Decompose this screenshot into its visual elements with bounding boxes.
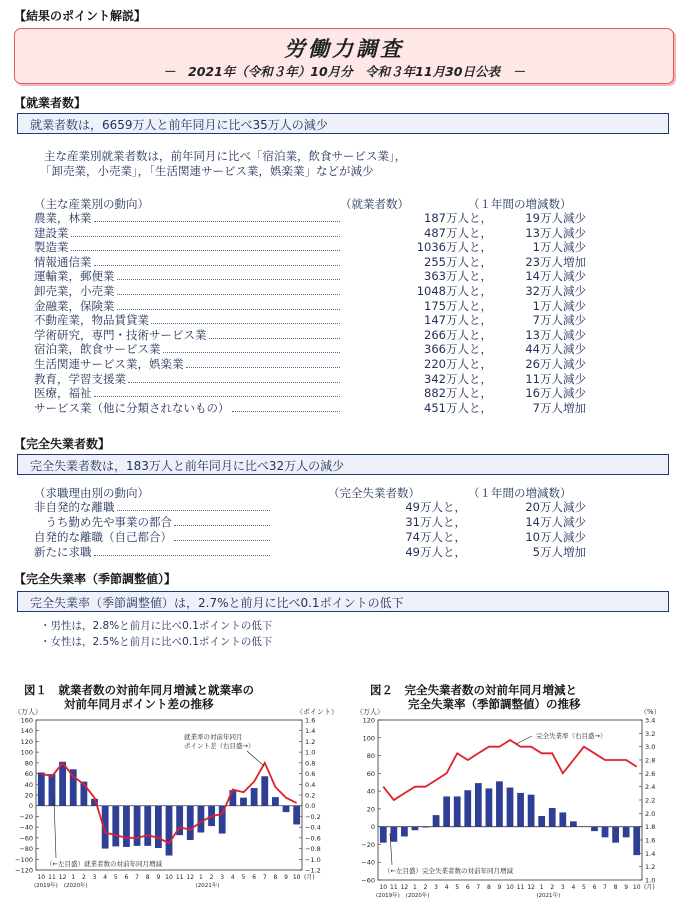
industry-row [34, 372, 604, 387]
right-tick-label: 0.2 [305, 791, 316, 800]
reason-change: 10万人減少 [525, 530, 586, 544]
month-label: 10 [165, 874, 173, 881]
industry-row [34, 357, 604, 372]
reason-value: 31万人と， [405, 515, 466, 529]
right-tick-label: −1.2 [305, 866, 321, 875]
dot-leader [151, 313, 340, 324]
industry-change: 1万人減少 [532, 298, 586, 313]
industry-name: 製造業 [34, 240, 69, 255]
month-label: 5 [582, 884, 586, 891]
month-label: 2 [550, 884, 555, 891]
employed-summary-box [17, 113, 669, 134]
month-label: 4 [230, 874, 235, 881]
line-annotation: ポイント差（右目盛→） [184, 742, 255, 750]
left-tick-label: 120 [20, 737, 33, 746]
industry-value: 451万人と， [424, 400, 492, 415]
reason-col-head: （求職理由別の動向） [34, 486, 149, 500]
month-label: 5 [113, 874, 118, 881]
left-tick-label: 120 [362, 716, 375, 725]
dot-leader [117, 500, 271, 511]
industry-row [34, 269, 604, 284]
right-tick-label: −0.2 [305, 812, 321, 821]
industry-col-head: （主な産業別の動向） [34, 197, 149, 211]
bar [633, 827, 640, 855]
reason-name: うち勤め先や事業の都合 [34, 515, 172, 529]
bar [166, 806, 173, 856]
bar [591, 827, 598, 831]
bar [507, 788, 514, 827]
industry-name: 農業，林業 [34, 211, 92, 225]
dot-leader [117, 299, 341, 310]
industry-name: 生活関連サービス業，娯楽業 [34, 357, 184, 371]
left-tick-label: −40 [19, 823, 33, 832]
right-tick-label: −0.4 [305, 823, 321, 832]
right-tick-label: 1.6 [645, 836, 656, 845]
bar [390, 827, 397, 842]
industry-value: 366万人と， [424, 342, 492, 357]
bar [144, 806, 151, 846]
section-unemployed-heading: 【完全失業者数】 [14, 437, 111, 451]
month-label: 11 [48, 874, 56, 881]
industry-row [34, 240, 604, 255]
bar [464, 790, 471, 826]
bar [293, 806, 300, 825]
reason-change: 5万人増加 [532, 545, 586, 559]
bar [612, 827, 619, 843]
right-tick-label: 3.0 [645, 743, 656, 752]
month-label: 10 [506, 884, 514, 891]
month-label: 1 [199, 874, 203, 881]
left-tick-label: −40 [361, 858, 375, 867]
right-tick-label: 2.4 [645, 783, 656, 792]
right-tick-label: −0.8 [305, 845, 321, 854]
chart2-title-line1: 図２ 完全失業者数の対前年同月増減と [370, 683, 577, 697]
month-label: 11 [516, 884, 525, 891]
industry-change: 13万人減少 [525, 327, 586, 342]
month-label: 1 [413, 884, 417, 891]
section-employed-heading: 【就業者数】 [14, 96, 87, 110]
bar [570, 821, 577, 826]
industry-name: 建設業 [34, 225, 69, 240]
month-label: 2 [209, 874, 214, 881]
month-label: 9 [156, 874, 161, 881]
bar [475, 783, 482, 827]
industry-value: 175万人と， [424, 298, 492, 313]
industry-change: 11万人減少 [525, 371, 586, 386]
industry-change: 7万人減少 [532, 313, 586, 328]
employed-paragraph-2: 「卸売業，小売業」，「生活関連サービス業，娯楽業」などが減少 [40, 164, 374, 178]
month-label: 8 [613, 884, 618, 891]
industry-name: 情報通信業 [34, 254, 92, 269]
dot-leader [128, 372, 340, 383]
section-rate-heading: 【完全失業率（季節調整値）】 [14, 572, 177, 586]
bar [412, 827, 419, 831]
industry-name: 運輸業，郵便業 [34, 269, 115, 284]
industry-row [34, 401, 604, 416]
right-tick-label: −1.0 [305, 855, 321, 864]
left-tick-label: 160 [20, 716, 33, 725]
chart2-title-line2: 完全失業率（季節調整値）の推移 [408, 697, 581, 711]
right-tick-label: 1.4 [645, 849, 656, 858]
bar [198, 806, 205, 833]
left-tick-label: −20 [19, 812, 33, 821]
bar [155, 806, 162, 848]
industry-value: 220万人と， [424, 357, 492, 371]
left-tick-label: −20 [361, 840, 375, 849]
chart-employed-change [2, 708, 338, 918]
year-label: (2020年) [405, 893, 430, 899]
bar [123, 806, 130, 847]
bar [134, 806, 141, 846]
industry-row [34, 328, 604, 343]
bar [559, 812, 566, 826]
right-tick-label: 1.4 [305, 727, 316, 736]
page-subtitle: － 2021年（令和３年）10月分 令和３年11月30日公表 － [163, 64, 525, 79]
industry-row [34, 299, 604, 314]
month-label: 2 [81, 874, 86, 881]
industry-change: 19万人減少 [525, 211, 586, 225]
left-unit: （万人） [356, 708, 384, 716]
dot-leader [117, 269, 341, 280]
industry-change: 23万人増加 [525, 254, 586, 269]
reason-name: 新たに求職 [34, 545, 92, 559]
right-tick-label: 1.6 [305, 716, 316, 725]
month-label: 4 [103, 874, 108, 881]
bar [240, 798, 247, 806]
industry-row [34, 313, 604, 328]
annotation-leader [247, 751, 264, 766]
month-label: 12 [58, 874, 67, 881]
right-tick-label: 0.6 [305, 770, 316, 779]
month-unit: (月) [304, 874, 315, 881]
right-tick-label: 2.2 [645, 796, 656, 805]
reason-name: 非自発的な離職 [34, 500, 115, 514]
right-tick-label: 1.2 [305, 737, 316, 746]
industry-value: 882万人と， [424, 386, 492, 401]
line-annotation: 就業率の対前年同月 [184, 733, 243, 741]
month-label: 8 [145, 874, 150, 881]
reason-value: 49万人と， [405, 500, 466, 514]
bar [261, 776, 268, 805]
right-tick-label: 1.0 [645, 876, 656, 885]
industry-value: 187万人と， [424, 211, 492, 225]
industry-value: 255万人と， [424, 254, 492, 269]
industry-name: 金融業，保険業 [34, 298, 115, 313]
left-tick-label: 40 [24, 780, 33, 789]
right-unit: （%） [640, 708, 661, 716]
annotation-leader [54, 798, 56, 858]
left-tick-label: 0 [28, 802, 33, 811]
unemployed-col-head: （完全失業者数） [328, 486, 420, 500]
left-tick-label: 100 [20, 748, 33, 757]
left-tick-label: 20 [366, 805, 375, 814]
right-tick-label: 1.2 [645, 863, 656, 872]
industry-name: 医療，福祉 [34, 386, 92, 401]
bar [538, 816, 545, 827]
bar [517, 793, 524, 827]
left-tick-label: 140 [20, 727, 33, 736]
unemployed-summary: 完全失業者数は，183万人と前年同月に比べ32万人の減少 [30, 459, 345, 473]
month-label: 12 [400, 884, 409, 891]
month-label: 9 [497, 884, 502, 891]
dot-leader [209, 328, 341, 339]
right-tick-label: 1.8 [645, 823, 656, 832]
annotation-leader [516, 736, 532, 744]
industry-name: 宿泊業，飲食サービス業 [34, 342, 161, 357]
month-label: 12 [527, 884, 535, 891]
bar [528, 795, 535, 827]
year-label: (2019年) [34, 883, 58, 889]
left-tick-label: 0 [370, 823, 375, 832]
right-tick-label: 1.0 [305, 748, 316, 757]
month-label: 5 [455, 884, 460, 891]
bar [549, 808, 556, 827]
month-label: 9 [624, 884, 629, 891]
month-label: 7 [476, 884, 481, 891]
reason-row [34, 530, 604, 545]
chart-unemployed-change [340, 708, 685, 918]
left-unit: （万人） [14, 708, 42, 716]
change-col-head: （１年間の増減数） [468, 197, 572, 211]
month-label: 10 [37, 874, 46, 881]
title-box [14, 28, 674, 84]
bar [38, 773, 45, 806]
month-label: 7 [262, 874, 267, 881]
month-label: 3 [92, 874, 97, 881]
month-label: 8 [486, 884, 491, 891]
dot-leader [186, 357, 341, 368]
change-col-head-2: （１年間の増減数） [468, 486, 572, 500]
left-tick-label: −60 [361, 876, 375, 885]
bar-annotation: （←左目盛）就業者数の対前年同月増減 [46, 860, 162, 868]
reason-name: 自発的な離職（自己都合） [34, 530, 172, 544]
month-label: 10 [632, 884, 641, 891]
industry-change: 44万人減少 [525, 342, 586, 357]
bar [251, 788, 258, 806]
month-label: 4 [571, 884, 576, 891]
dot-leader [71, 226, 341, 237]
month-label: 6 [124, 874, 129, 881]
dot-leader [117, 284, 341, 295]
bar [59, 762, 66, 806]
industry-value: 147万人と， [424, 313, 492, 328]
left-tick-label: −80 [19, 845, 33, 854]
month-label: 6 [592, 884, 597, 891]
left-tick-label: −100 [15, 855, 33, 864]
bullet-female: ・女性は，2.5%と前月に比べ0.1ポイントの低下 [40, 636, 273, 648]
bar [454, 796, 461, 826]
month-label: 7 [603, 884, 607, 891]
left-tick-label: 100 [362, 734, 375, 743]
industry-change: 32万人減少 [525, 284, 586, 298]
employed-paragraph-1: 主な産業別就業者数は，前年同月に比べ「宿泊業，飲食サービス業」， [44, 149, 407, 163]
dot-leader [94, 211, 341, 222]
bar [187, 806, 194, 840]
month-label: 3 [560, 884, 565, 891]
month-label: 3 [434, 884, 438, 891]
industry-row [34, 211, 604, 226]
unemployed-summary-box [17, 454, 669, 475]
page-title: 労働力調査 [284, 37, 404, 61]
industry-value: 266万人と， [424, 327, 492, 342]
right-tick-label: 3.2 [645, 729, 656, 738]
bar [623, 827, 630, 838]
right-tick-label: 2.6 [645, 769, 656, 778]
dot-leader [174, 515, 270, 526]
reason-row [34, 500, 604, 515]
bar [283, 806, 290, 812]
industry-row [34, 226, 604, 241]
bar [229, 790, 236, 806]
right-tick-label: 2.0 [645, 809, 656, 818]
industry-name: サービス業（他に分類されないもの） [34, 400, 230, 415]
bar [443, 796, 450, 826]
industry-row [34, 386, 604, 401]
month-unit: (月) [644, 884, 655, 891]
bar [380, 827, 387, 843]
industry-row [34, 284, 604, 299]
dot-leader [94, 255, 341, 266]
industry-change: 26万人減少 [525, 357, 586, 371]
month-label: 11 [390, 884, 398, 891]
industry-name: 教育，学習支援業 [34, 371, 126, 386]
left-tick-label: 20 [24, 791, 33, 800]
rate-summary-box [17, 591, 669, 612]
bar [112, 806, 119, 847]
rate-summary: 完全失業率（季節調整値）は，2.7%と前月に比べ0.1ポイントの低下 [30, 596, 404, 610]
reason-row [34, 545, 604, 560]
month-label: 1 [71, 874, 76, 881]
left-tick-label: 80 [366, 752, 375, 761]
reason-value: 74万人と， [405, 530, 466, 544]
employed-summary: 就業者数は，6659万人と前年同月に比べ35万人の減少 [30, 118, 328, 132]
industry-change: 1万人減少 [532, 240, 586, 255]
industry-change: 13万人減少 [525, 225, 586, 240]
month-label: 10 [292, 874, 301, 881]
bar [272, 797, 279, 806]
left-tick-label: −60 [19, 834, 33, 843]
month-label: 11 [175, 874, 184, 881]
month-label: 1 [539, 884, 544, 891]
industry-value: 487万人と， [424, 225, 492, 240]
bar-annotation: （←左目盛）完全失業者数の対前年同月増減 [384, 867, 513, 875]
employed-col-head: （就業者数） [340, 197, 409, 211]
dot-leader [94, 545, 271, 556]
bullet-male: ・男性は，2.8%と前月に比べ0.1ポイントの低下 [40, 620, 273, 632]
reason-change: 14万人減少 [525, 515, 586, 529]
year-label: (2020年) [63, 883, 88, 889]
dot-leader [232, 401, 341, 412]
results-header: 【結果のポイント解説】 [14, 9, 147, 23]
dot-leader [174, 530, 270, 541]
bar [401, 827, 408, 837]
right-tick-label: 0.0 [305, 802, 316, 811]
month-label: 3 [220, 874, 225, 881]
industry-row [34, 342, 604, 357]
left-tick-label: 40 [366, 787, 375, 796]
bar [496, 781, 503, 826]
bar [602, 827, 609, 838]
industry-name: 卸売業，小売業 [34, 284, 115, 298]
month-label: 2 [423, 884, 428, 891]
month-label: 6 [465, 884, 470, 891]
dot-leader [94, 386, 341, 397]
reason-value: 49万人と， [405, 545, 466, 559]
left-tick-label: 60 [366, 769, 375, 778]
month-label: 4 [444, 884, 449, 891]
right-tick-label: 3.4 [645, 716, 656, 725]
month-label: 9 [284, 874, 288, 881]
month-label: 8 [273, 874, 278, 881]
industry-value: 342万人と， [424, 371, 492, 386]
right-tick-label: 2.8 [645, 756, 656, 765]
bar [486, 788, 493, 826]
industry-name: 学術研究，専門・技術サービス業 [34, 327, 207, 342]
industry-name: 不動産業，物品賃貸業 [34, 313, 149, 328]
bar [422, 827, 429, 828]
year-label: (2021年) [536, 893, 561, 899]
month-label: 6 [252, 874, 257, 881]
dot-leader [71, 240, 341, 251]
reason-row [34, 515, 604, 530]
bar [433, 815, 440, 827]
reason-change: 20万人減少 [525, 500, 586, 514]
left-tick-label: 80 [24, 759, 33, 768]
industry-change: 14万人減少 [525, 269, 586, 284]
left-tick-label: 60 [24, 770, 33, 779]
industry-change: 7万人増加 [532, 400, 586, 415]
right-unit: （ポイント） [296, 708, 338, 716]
industry-row [34, 255, 604, 270]
dot-leader [163, 342, 341, 353]
left-tick-label: −120 [15, 866, 33, 875]
right-tick-label: −0.6 [305, 834, 321, 843]
year-label: (2021年) [195, 883, 220, 889]
year-label: (2019年) [376, 893, 400, 899]
month-label: 10 [379, 884, 388, 891]
chart1-title-line1: 図１ 就業者数の対前年同月増減と就業率の [24, 683, 254, 697]
right-tick-label: 0.4 [305, 780, 316, 789]
industry-change: 16万人減少 [525, 386, 586, 401]
industry-value: 1036万人と， [416, 240, 492, 255]
line-annotation: 完全失業率（右目盛→） [536, 732, 607, 740]
month-label: 5 [241, 874, 246, 881]
month-label: 7 [135, 874, 139, 881]
month-label: 12 [186, 874, 195, 881]
right-tick-label: 0.8 [305, 759, 316, 768]
industry-value: 363万人と， [424, 269, 492, 284]
industry-value: 1048万人と， [416, 284, 492, 298]
chart1-title-line2: 対前年同月ポイント差の推移 [64, 697, 214, 711]
